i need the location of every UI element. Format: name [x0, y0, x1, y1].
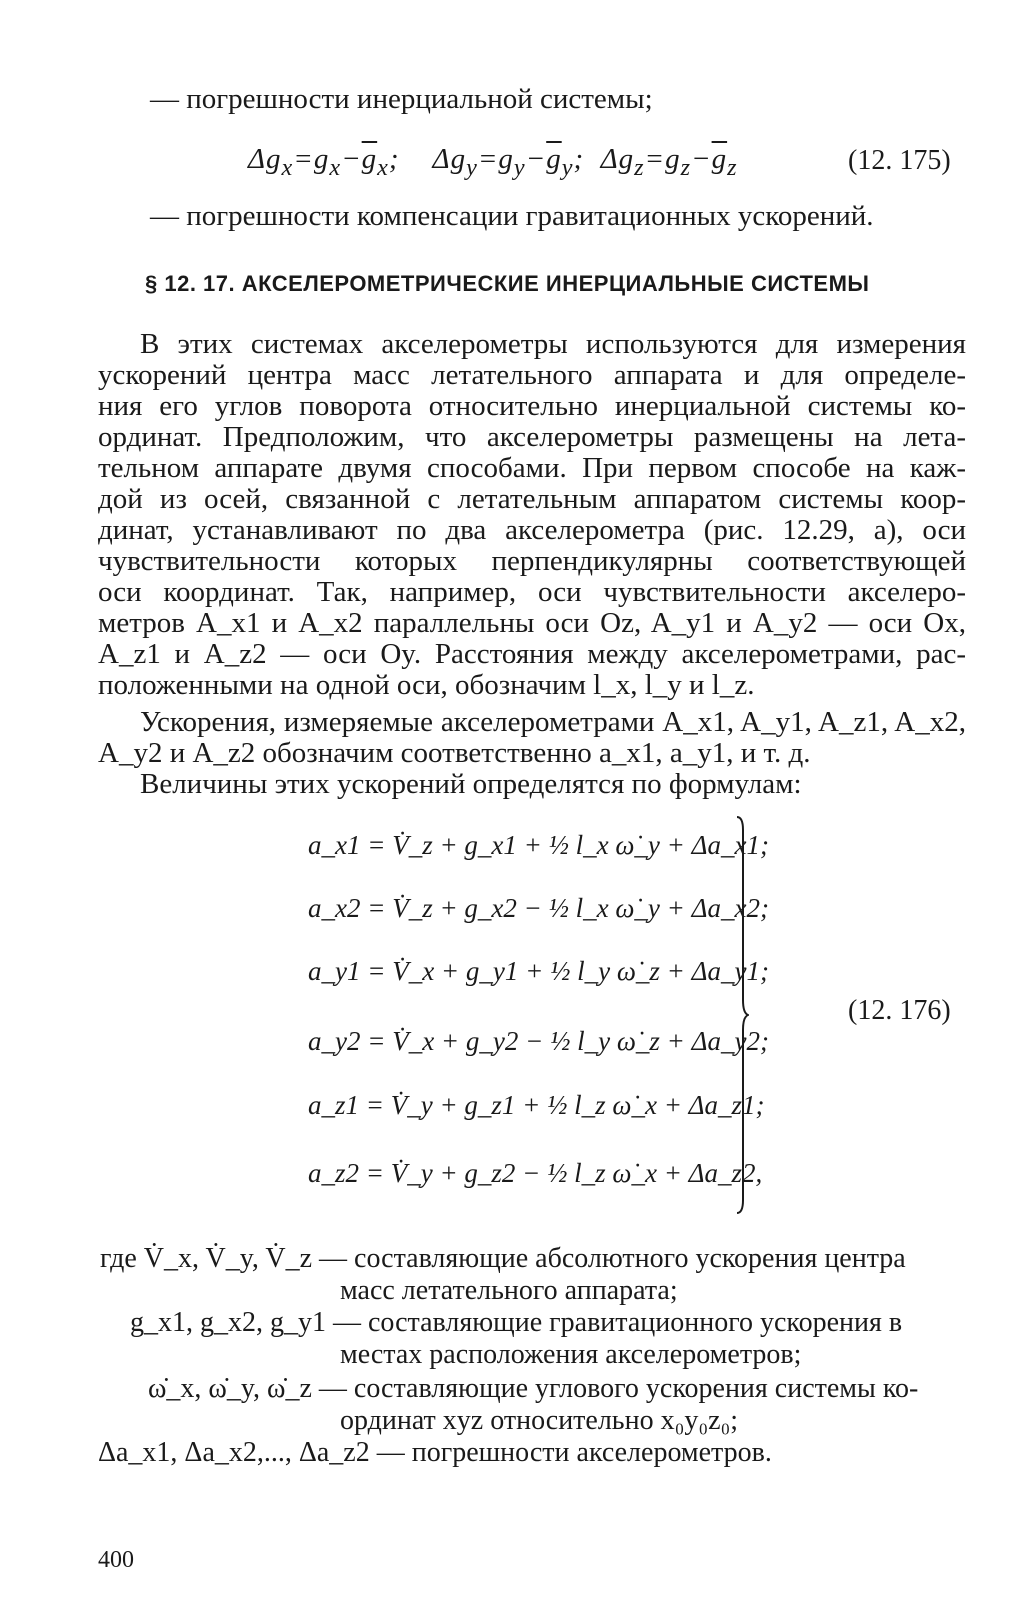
para1-line: оси координат. Так, например, оси чувствительности акселеро-	[98, 576, 966, 608]
intro-line: — погрешности инерциальной системы;	[150, 83, 653, 115]
definition-line: g_x1, g_x2, g_y1 — составляющие гравитационного ускорения в	[130, 1307, 903, 1338]
para1-line: ординат. Предположим, что акселерометры размещены на лета-	[98, 421, 966, 453]
definition-line: масс летательного аппарата;	[340, 1275, 678, 1306]
para1-line: дой из осей, связанной с летательным аппаратом системы коор-	[98, 483, 966, 515]
para1-line: В этих системах акселерометры используются для измерения	[140, 328, 966, 360]
section-heading: § 12. 17. АКСЕЛЕРОМЕТРИЧЕСКИЕ ИНЕРЦИАЛЬНЫЕ СИСТЕМЫ	[145, 271, 870, 296]
formula-line: a_z1 = V̇_y + g_z1 + ½ l_z ω̇_x + Δa_z1;	[308, 1090, 765, 1120]
definition-line: ординат xyz относительно x₀y₀z₀;	[340, 1405, 739, 1436]
formula-line: a_y1 = V̇_x + g_y1 + ½ l_y ω̇_z + Δa_y1;	[308, 956, 769, 986]
equation-12-175: $\Delta g_x=g_x-\overline{g}_x$; $\Delta g_y=g_y-\overline{g}_y$; $\Delta g_z=g_z-\overline{g}_z$	[248, 143, 738, 181]
definition-line: Δa_x1, Δa_x2,..., Δa_z2 — погрешности акселерометров.	[98, 1437, 772, 1468]
para1-line: чувствительности которых перпендикулярны соответствующей	[98, 545, 966, 577]
page-number: 400	[98, 1547, 134, 1573]
para1-line: ускорений центра масс летательного аппарата и для определе-	[98, 359, 966, 391]
para1-line: положенными на одной оси, обозначим l_x, l_y и l_z.	[98, 669, 755, 701]
formula-line: a_x2 = V̇_z + g_x2 − ½ l_x ω̇_y + Δa_x2;	[308, 893, 769, 923]
formula-line: a_x1 = V̇_z + g_x1 + ½ l_x ω̇_y + Δa_x1;	[308, 830, 769, 860]
paragraph-3: Величины этих ускорений определятся по формулам:	[140, 768, 802, 800]
equation-number-12-176: (12. 176)	[848, 995, 951, 1026]
equation-number-12-175: (12. 175)	[848, 145, 951, 176]
definition-line: ω̇_x, ω̇_y, ω̇_z — составляющие углового ускорения системы ко-	[148, 1373, 919, 1404]
para1-line: тельном аппарате двумя способами. При первом способе на каж-	[98, 452, 966, 484]
right-brace	[735, 815, 749, 1215]
para2-line: Ускорения, измеряемые акселерометрами A_x1, A_y1, A_z1, A_x2,	[140, 706, 966, 738]
formula-line: a_y2 = V̇_x + g_y2 − ½ l_y ω̇_z + Δa_y2;	[308, 1026, 769, 1056]
formula-line: a_z2 = V̇_y + g_z2 − ½ l_z ω̇_x + Δa_z2,	[308, 1158, 763, 1188]
para1-line: ния его углов поворота относительно инерциальной системы ко-	[98, 390, 966, 422]
definition-line: где V̇_x, V̇_y, V̇_z — составляющие абсолютного ускорения центра	[100, 1243, 906, 1274]
definition-line: местах расположения акселерометров;	[340, 1339, 802, 1370]
compensation-line: — погрешности компенсации гравитационных ускорений.	[150, 200, 874, 232]
para1-line: динат, устанавливают по два акселерометра (рис. 12.29, а), оси	[98, 514, 966, 546]
para1-line: A_z1 и A_z2 — оси Oy. Расстояния между акселерометрами, рас-	[98, 638, 966, 670]
para1-line: метров A_x1 и A_x2 параллельны оси Oz, A_y1 и A_y2 — оси Ox,	[98, 607, 966, 639]
para2-line: A_y2 и A_z2 обозначим соответственно a_x1, a_y1, и т. д.	[98, 737, 811, 769]
